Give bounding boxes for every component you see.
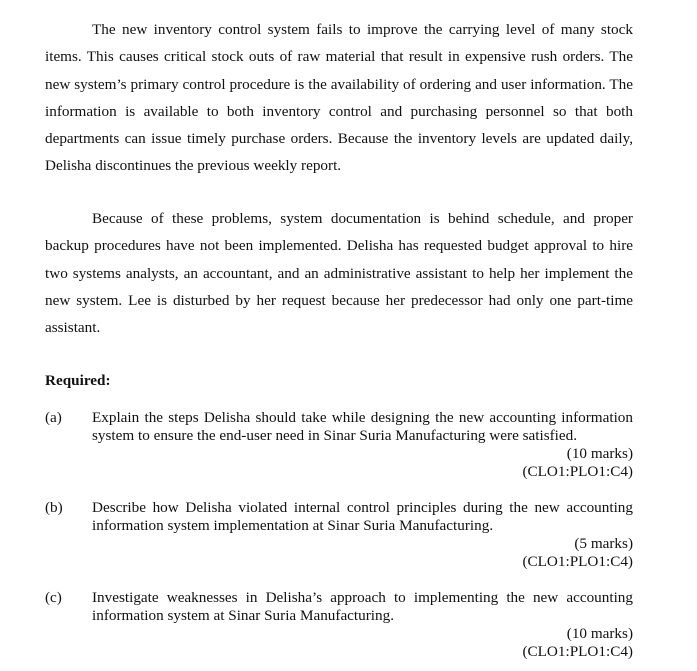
paragraph-inventory-system: The new inventory control system fails to improve the carrying level of many stock items. This causes critical stock outs of raw material that result in expensive rush orders. The new system’s primary control procedure is the availability of ordering and user information. The information is available to both inventory control and purchasing personnel so that both departments can issue timely purchase orders. Because the inventory levels are updated daily, Delisha discontinues the previous weekly report. bbox=[45, 21, 633, 175]
question-text: Explain the steps Delisha should take while designing the new accounting information system to ensure the end-user need in Sinar Suria Manufacturing were satisfied. bbox=[92, 409, 633, 444]
question-marks: (5 marks) bbox=[574, 535, 633, 552]
question-label: (c) bbox=[45, 589, 62, 606]
required-heading: Required: bbox=[45, 372, 111, 389]
question-label: (a) bbox=[45, 409, 62, 426]
question-text: Investigate weaknesses in Delisha’s approach to implementing the new accounting information system at Sinar Suria Manufacturing. bbox=[92, 589, 633, 624]
question-text: Describe how Delisha violated internal control principles during the new accounting information system implementation at Sinar Suria Manufacturing. bbox=[92, 499, 633, 534]
question-clo: (CLO1:PLO1:C4) bbox=[522, 463, 633, 480]
question-marks: (10 marks) bbox=[566, 625, 633, 642]
question-clo: (CLO1:PLO1:C4) bbox=[522, 553, 633, 570]
question-clo: (CLO1:PLO1:C4) bbox=[522, 643, 633, 660]
question-label: (b) bbox=[45, 499, 63, 516]
paragraph-problems: Because of these problems, system documentation is behind schedule, and proper backup procedures have not been implemented. Delisha has requested budget approval to hire two systems analysts, an accountant, and an administrative assistant to help her implement the new system. Lee is disturbed by her request because her predecessor had only one part-time assistant. bbox=[45, 210, 633, 337]
question-marks: (10 marks) bbox=[566, 445, 633, 462]
